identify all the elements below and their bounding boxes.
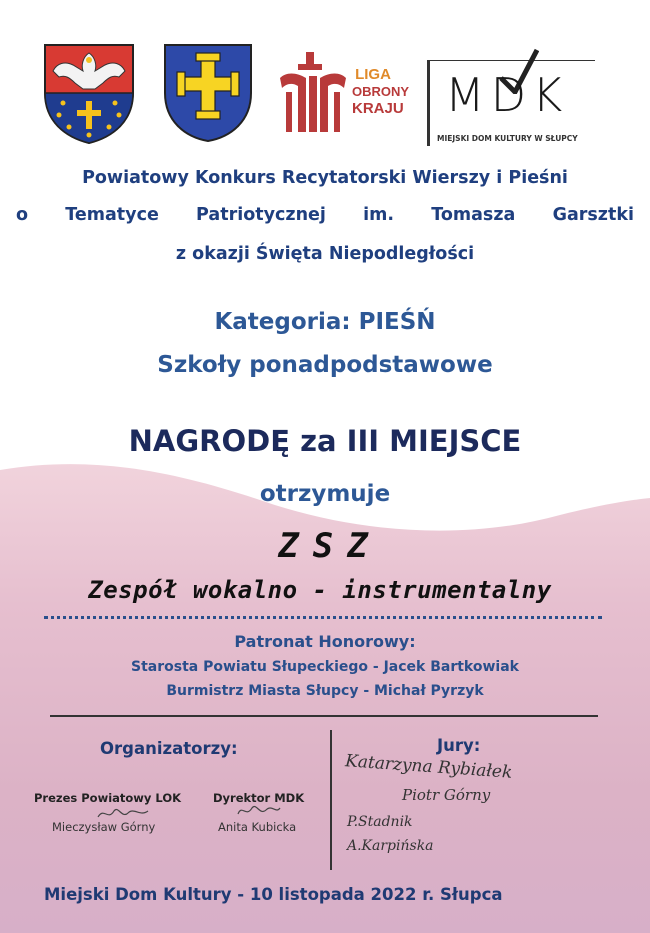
city-coat-of-arms-icon [163,43,253,143]
lok-name-top: LIGA [355,66,391,83]
award-receives: otrzymuje [259,481,391,507]
footer-text: Miejski Dom Kultury - 10 listopada 2022 r. Słupca [44,885,503,904]
patronage-line-1: Starosta Powiatu Słupeckiego - Jacek Bartkowiak [131,659,519,675]
lok-emblem-icon [276,48,350,136]
jury-signature-3: P.Stadnik [347,814,413,830]
organizer-1-role: Prezes Powiatowy LOK [34,791,182,805]
recipient-dotted-line [44,616,602,619]
lok-name-mid: OBRONY [352,84,410,99]
jury-signature-2: Piotr Górny [402,786,491,804]
patronage-title: Patronat Honorowy: [234,632,416,651]
patronage-line-2: Burmistrz Miasta Słupcy - Michał Pyrzyk [166,683,484,699]
contest-line-2: o Tematyce Patriotycznej im. Tomasza Garsztki [16,205,634,225]
category-level: Szkoły ponadpodstawowe [157,352,493,378]
recipient-group: Zespół wokalno - instrumentalny [88,576,552,604]
column-divider [330,730,332,870]
organizer-1-name: Mieczysław Górny [52,820,156,834]
organizers-title: Organizatorzy: [100,739,238,758]
mdk-full-name: MIEJSKI DOM KULTURY W SŁUPCY [437,134,578,143]
category-label: Kategoria: PIEŚŃ [214,309,436,335]
lok-name [352,66,410,117]
mdk-logo [427,60,597,150]
lok-name-bot: KRAJU [352,100,404,117]
award-title: NAGRODĘ za III MIEJSCE [128,424,522,458]
jury-signature-4: A.Karpińska [347,838,434,854]
jury-title: Jury: [437,736,481,755]
county-coat-of-arms-icon [43,43,135,145]
mdk-abbr: MDK [445,68,569,122]
contest-line-3: z okazji Święta Niepodległości [175,244,475,264]
recipient-school: ZSZ [278,526,382,566]
organizer-2-role: Dyrektor MDK [213,791,305,805]
organizer-2-signature-icon [236,802,282,822]
section-divider [50,715,598,717]
contest-line-1: Powiatowy Konkurs Recytatorski Wierszy i Pieśni [82,168,568,188]
organizer-2-name: Anita Kubicka [218,820,297,834]
jury-signature-1: Katarzyna Rybiałek [344,751,513,783]
